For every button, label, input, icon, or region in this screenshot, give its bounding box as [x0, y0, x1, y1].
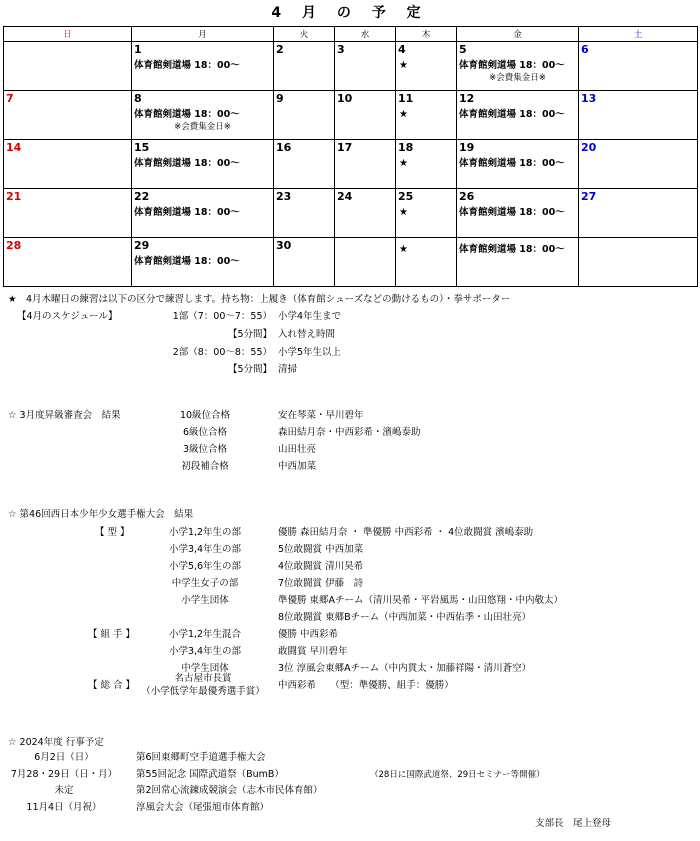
kata-label: 【 型 】	[95, 527, 130, 538]
result-value: 敢闘賞 早川碧年	[278, 646, 348, 657]
day-number	[4, 42, 131, 44]
calendar-day-cell	[132, 238, 274, 287]
calendar-day-cell	[335, 238, 396, 287]
tournament-heading: ☆ 第46回西日本少年少女選手権大会 結果	[8, 509, 194, 520]
day-number: 27	[581, 190, 597, 203]
calendar-week-row	[4, 189, 698, 238]
calendar-day-cell	[132, 140, 274, 189]
day-number: 18	[398, 141, 414, 154]
practice-event: 体育館剣道場 18：00～	[459, 244, 565, 255]
grading-label: 初段補合格	[181, 461, 229, 472]
kumite-label: 【 組 手 】	[88, 629, 136, 640]
day-number: 26	[459, 190, 475, 203]
practice-event: 体育館剣道場 18：00～	[134, 109, 240, 120]
practice-event: 体育館剣道場 18：00～	[134, 207, 240, 218]
result-label: 小学5,6年生の部	[168, 561, 242, 572]
calendar-day-cell	[132, 189, 274, 238]
grading-label: 6級位合格	[182, 427, 228, 438]
practice-event: 体育館剣道場 18：00～	[459, 109, 565, 120]
result-label: 小学1,2年生混合	[168, 629, 242, 640]
day-number	[579, 238, 697, 240]
calendar-day-cell	[132, 42, 274, 91]
schedule-value: 入れ替え時間	[278, 329, 336, 340]
calendar-day-cell	[396, 91, 457, 140]
day-number: 19	[459, 141, 475, 154]
result-label: 小学3,4年生の部	[168, 646, 242, 657]
sogo-value: 中西彩希 （型：準優勝、組手：優勝）	[278, 680, 454, 691]
day-number: 2	[276, 43, 284, 56]
event-name: 第6回東郷町空手道選手権大会	[136, 752, 266, 763]
thursday-star-marker: ★	[399, 60, 408, 71]
day-number: 3	[337, 43, 345, 56]
schedule-value: 清掃	[278, 364, 298, 375]
calendar-day-cell	[4, 189, 132, 238]
result-label: 中学生団体	[181, 663, 229, 674]
result-value: 3位 淳風会東郷Aチーム（中内貫太・加藤祥陽・清川蒼空）	[278, 663, 532, 674]
event-date: 11月4日（月祝）	[26, 802, 102, 813]
calendar-day-cell	[132, 91, 274, 140]
calendar-day-cell	[457, 140, 579, 189]
sogo-award-name: 名古屋市長賞	[174, 673, 232, 684]
fee-collection-note: ※会費集金日※	[489, 73, 546, 83]
day-number: 10	[337, 92, 353, 105]
day-number: 20	[581, 141, 597, 154]
thursday-star-marker: ★	[399, 207, 408, 218]
calendar-day-cell	[335, 91, 396, 140]
day-number: 30	[276, 239, 292, 252]
event-note: （28日に国際武道祭、29日セミナー等開催）	[370, 770, 545, 780]
calendar-day-cell	[457, 189, 579, 238]
calendar-day-cell	[274, 42, 335, 91]
weekday-wed: 水	[335, 27, 396, 42]
sogo-label: 【 総 合 】	[88, 680, 136, 691]
day-number: 29	[134, 239, 150, 252]
day-number: 13	[581, 92, 597, 105]
result-label: 小学1,2年生の部	[168, 527, 242, 538]
calendar-day-cell	[4, 238, 132, 287]
day-number: 25	[398, 190, 414, 203]
page-title: 4 月 の 予 定	[271, 5, 429, 21]
calendar-day-cell	[579, 238, 698, 287]
weekday-mon: 月	[132, 27, 274, 42]
calendar-day-cell	[274, 238, 335, 287]
weekday-header-row	[4, 27, 698, 42]
day-number: 23	[276, 190, 292, 203]
practice-event: 体育館剣道場 18：00～	[134, 256, 240, 267]
schedule-label: 2部（8：00～8：55）	[172, 347, 272, 358]
calendar-day-cell	[579, 189, 698, 238]
calendar-day-cell	[335, 42, 396, 91]
calendar-day-cell	[396, 42, 457, 91]
fee-collection-note: ※会費集金日※	[174, 122, 231, 132]
practice-event: 体育館剣道場 18：00～	[459, 60, 565, 71]
day-number: 28	[6, 239, 22, 252]
grading-value: 森田結月奈・中西彩希・濱嶋泰助	[278, 427, 421, 438]
day-number	[457, 238, 578, 240]
calendar-day-cell	[396, 238, 457, 287]
day-number: 17	[337, 141, 353, 154]
thursday-star-marker: ★	[399, 158, 408, 169]
grading-label: 10級位合格	[179, 410, 231, 421]
weekday-thu: 木	[396, 27, 457, 42]
thursday-note: ★ 4月木曜日の練習は以下の区分で練習します。持ち物：上履き（体育館シューズなどの動けるもの）・拳サポーター	[8, 294, 511, 305]
weekday-fri: 金	[457, 27, 579, 42]
day-number: 9	[276, 92, 284, 105]
thursday-star-marker: ★	[399, 109, 408, 120]
events-heading: ☆ 2024年度 行事予定	[8, 737, 104, 748]
schedule-label: 1部（7：00～7：55）	[172, 311, 272, 322]
calendar-day-cell	[274, 189, 335, 238]
event-name: 淳風会大会（尾張旭市体育館）	[136, 802, 270, 813]
day-number: 6	[581, 43, 589, 56]
day-number: 24	[337, 190, 353, 203]
grading-label: 3級位合格	[182, 444, 228, 455]
calendar-day-cell	[4, 91, 132, 140]
schedule-label: 【5分間】	[227, 364, 272, 375]
calendar-day-cell	[335, 189, 396, 238]
day-number: 16	[276, 141, 292, 154]
grading-heading: ☆ 3月度昇級審査会 結果	[8, 410, 121, 421]
calendar-day-cell	[579, 42, 698, 91]
grading-value: 中西加菜	[278, 461, 317, 472]
calendar-day-cell	[457, 91, 579, 140]
event-name: 第55回記念 国際武道祭（BumB）	[136, 769, 284, 780]
day-number: 11	[398, 92, 414, 105]
calendar-day-cell	[579, 140, 698, 189]
result-value: 7位敢闘賞 伊藤 詩	[278, 578, 364, 589]
weekday-tue: 火	[274, 27, 335, 42]
event-date: 未定	[54, 785, 74, 796]
grading-value: 安在琴菜・早川碧年	[278, 410, 364, 421]
signature: 支部長 尾上登母	[535, 818, 612, 829]
calendar-day-cell	[335, 140, 396, 189]
schedule-label: 【5分間】	[227, 329, 272, 340]
schedule-value: 小学5年生以上	[278, 347, 342, 358]
day-number: 12	[459, 92, 475, 105]
event-date: 6月2日（日）	[34, 752, 94, 763]
thursday-star-marker: ★	[399, 244, 408, 255]
calendar-day-cell	[4, 42, 132, 91]
calendar-table	[3, 26, 698, 287]
weekday-sat: 土	[579, 27, 698, 42]
day-number: 21	[6, 190, 22, 203]
calendar-day-cell	[396, 140, 457, 189]
calendar-week-row	[4, 140, 698, 189]
weekday-sun: 日	[4, 27, 132, 42]
day-number	[335, 238, 395, 240]
practice-event: 体育館剣道場 18：00～	[134, 60, 240, 71]
calendar-week-row	[4, 238, 698, 287]
day-number: 8	[134, 92, 142, 105]
calendar-week-row	[4, 42, 698, 91]
grading-value: 山田壮亮	[278, 444, 317, 455]
calendar-day-cell	[4, 140, 132, 189]
day-number: 1	[134, 43, 142, 56]
practice-event: 体育館剣道場 18：00～	[134, 158, 240, 169]
calendar-day-cell	[457, 238, 579, 287]
result-label: 小学生団体	[181, 595, 229, 606]
schedule-heading: 【4月のスケジュール】	[17, 311, 118, 322]
result-value: 8位敢闘賞 東郷Bチーム（中西加菜・中西佑季・山田壮亮）	[278, 612, 532, 623]
calendar-day-cell	[274, 91, 335, 140]
day-number: 7	[6, 92, 14, 105]
calendar-week-row	[4, 91, 698, 140]
practice-event: 体育館剣道場 18：00～	[459, 158, 565, 169]
result-value: 準優勝 東郷Aチーム（清川昊希・平岩風馬・山田悠翔・中内敬太）	[278, 595, 564, 606]
result-value: 5位敢闘賞 中西加菜	[278, 544, 364, 555]
day-number: 22	[134, 190, 150, 203]
event-name: 第2回常心流錬成競演会（志木市民体育館）	[136, 785, 323, 796]
day-number: 15	[134, 141, 150, 154]
event-date: 7月28・29日（日・月）	[10, 769, 118, 780]
result-label: 小学3,4年生の部	[168, 544, 242, 555]
result-value: 4位敢闘賞 清川昊希	[278, 561, 364, 572]
day-number	[396, 238, 456, 240]
calendar-day-cell	[457, 42, 579, 91]
day-number: 4	[398, 43, 406, 56]
practice-event: 体育館剣道場 18：00～	[459, 207, 565, 218]
day-number: 14	[6, 141, 22, 154]
calendar-day-cell	[274, 140, 335, 189]
day-number: 5	[459, 43, 467, 56]
result-label: 中学生女子の部	[171, 578, 239, 589]
schedule-value: 小学4年生まで	[278, 311, 342, 322]
calendar-day-cell	[579, 91, 698, 140]
sogo-award-subtitle: （小学低学年最優秀選手賞）	[141, 686, 265, 697]
result-value: 優勝 中西彩希	[278, 629, 339, 640]
calendar-day-cell	[396, 189, 457, 238]
result-value: 優勝 森田結月奈 ・ 準優勝 中西彩希 ・ 4位敢闘賞 濱嶋泰助	[278, 527, 534, 538]
